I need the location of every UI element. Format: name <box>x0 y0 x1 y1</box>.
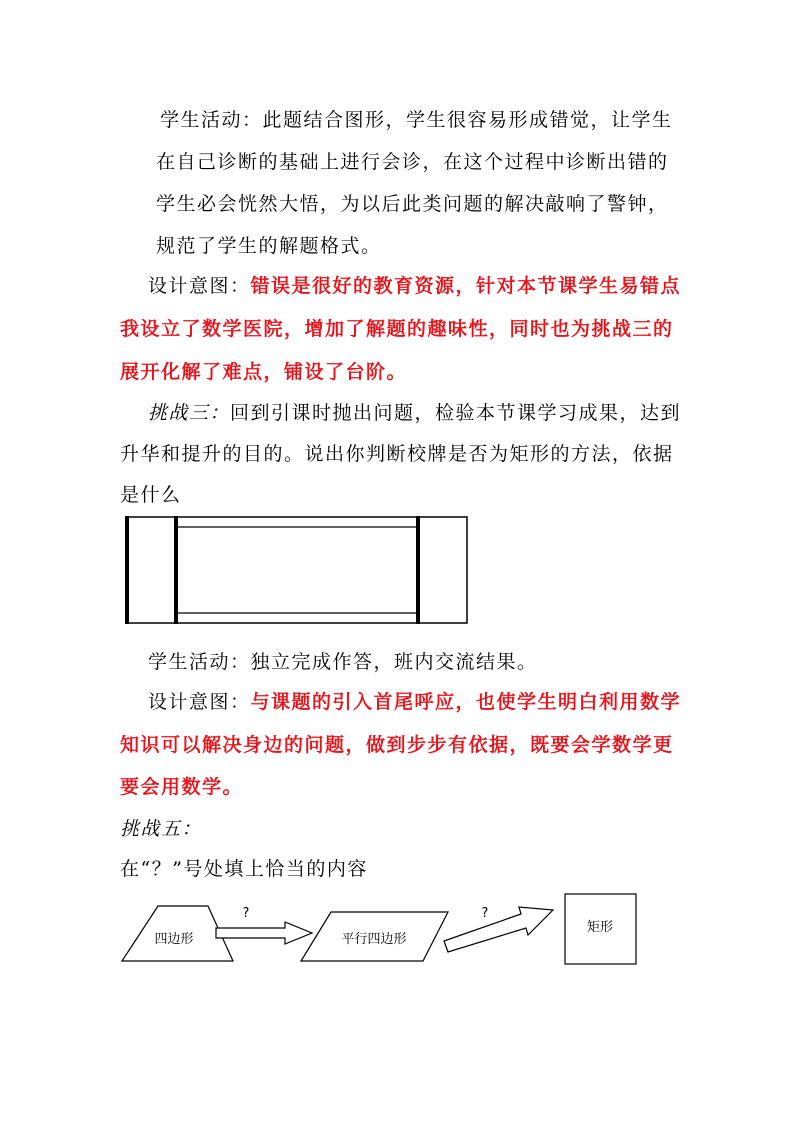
design2-line-1 <box>148 690 681 714</box>
challenge5-label: 挑战五： <box>120 818 203 840</box>
school-badge-figure <box>120 514 472 628</box>
shape1-label: 四边形 <box>154 932 194 947</box>
design1-line-1 <box>148 274 681 298</box>
arrow-2-question: ? <box>481 906 489 921</box>
design1-label: 设计意图： <box>148 275 251 297</box>
challenge3-label: 挑战三： <box>148 402 231 424</box>
activity1-line-3: 学生必会恍然大悟，为以后此类问题的解决敲响了警钟， <box>156 193 669 215</box>
challenge3-line-2: 升华和提升的目的。说出你判断校牌是否为矩形的方法，依据 <box>120 443 674 465</box>
design2-label: 设计意图： <box>148 691 251 713</box>
arrow-1-question: ? <box>242 906 250 921</box>
challenge5-prompt: 在“？”号处填上恰当的内容 <box>120 858 368 880</box>
activity1-line-1: 学生活动：此题结合图形，学生很容易形成错觉，让学生 <box>160 109 673 131</box>
arrow-2 <box>444 907 553 952</box>
design2-text-1: 与课题的引入首尾呼应，也使学生明白利用数学 <box>250 691 682 713</box>
flow-diagram <box>118 890 648 970</box>
design1-line-2: 我设立了数学医院，增加了解题的趣味性，同时也为挑战三的 <box>120 318 674 340</box>
arrow-1 <box>216 922 312 944</box>
activity1-line-2: 在自己诊断的基础上进行会诊，在这个过程中诊断出错的 <box>156 151 669 173</box>
challenge3-line-3: 是什么 <box>120 484 182 506</box>
activity2-line: 学生活动：独立完成作答，班内交流结果。 <box>148 651 538 673</box>
activity1-line-4: 规范了学生的解题格式。 <box>156 235 382 257</box>
design1-line-3: 展开化解了难点，铺设了台阶。 <box>120 361 408 383</box>
design2-line-2: 知识可以解决身边的问题，做到步步有依据，既要会学数学更 <box>120 734 674 756</box>
shape3-label: 矩形 <box>586 920 614 935</box>
shape2-label: 平行四边形 <box>341 932 407 947</box>
design2-line-3: 要会用数学。 <box>120 776 244 798</box>
design1-text-1: 错误是很好的教育资源，针对本节课学生易错点 <box>250 275 682 297</box>
challenge3-line-1 <box>148 401 681 425</box>
challenge3-text-1: 回到引课时抛出问题，检验本节课学习成果，达到 <box>230 402 682 424</box>
